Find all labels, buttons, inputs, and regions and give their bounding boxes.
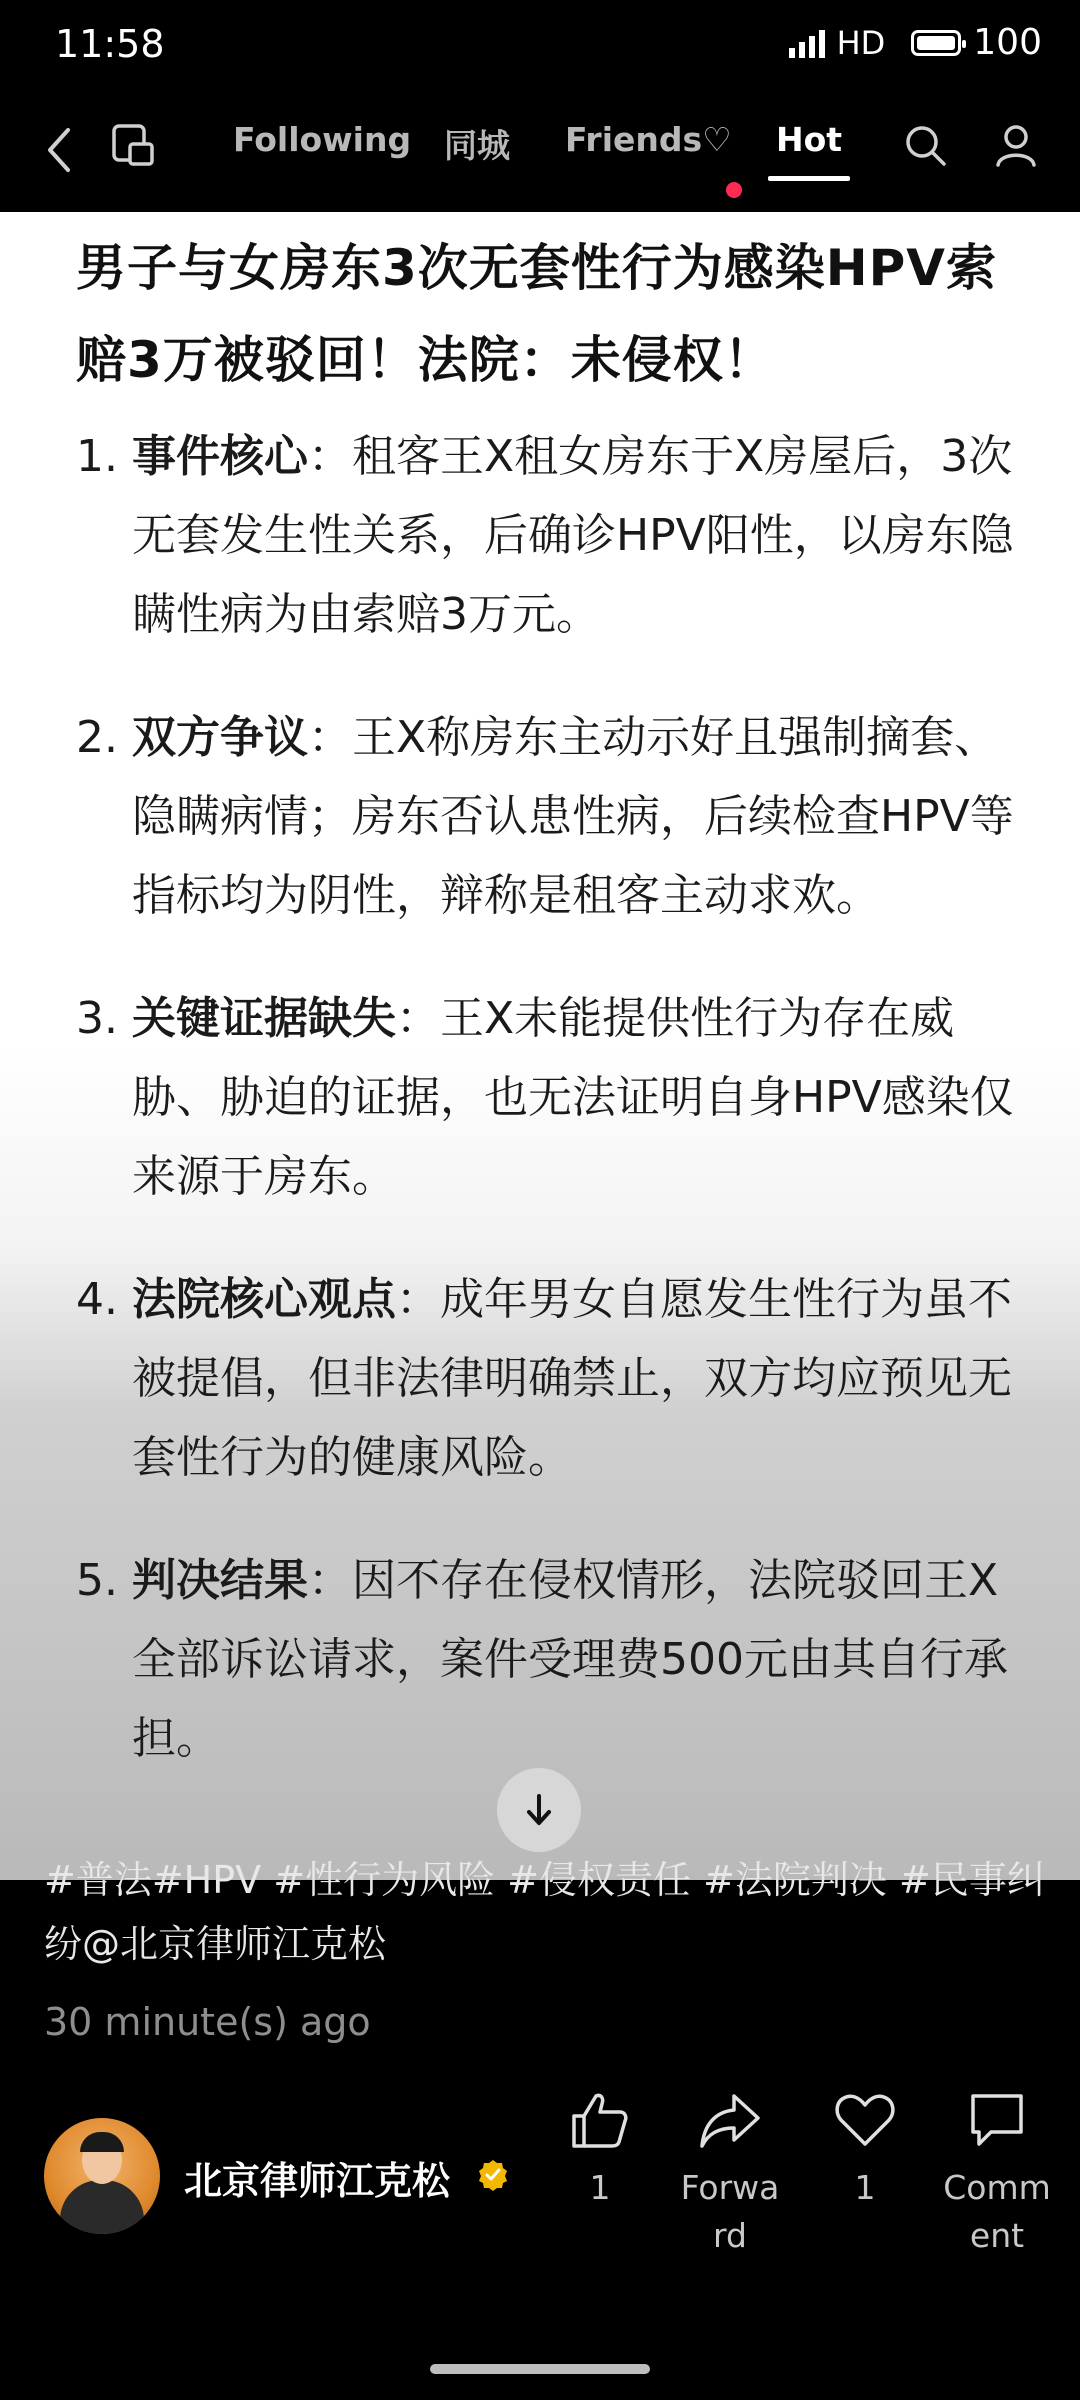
comment-label: Comment [943, 2168, 1051, 2255]
post-points [76, 417, 1016, 1822]
arrow-down-icon [519, 1790, 559, 1830]
point-title: 法院核心观点 [132, 1274, 396, 1325]
network-label: HD [836, 23, 886, 62]
tab-hot[interactable]: Hot [776, 120, 843, 159]
signal-icon [789, 28, 825, 58]
status-bar [0, 0, 1080, 90]
notification-dot [726, 182, 742, 198]
share-arrow-icon [698, 2088, 762, 2152]
author-name[interactable]: 北京律师江克松 [184, 2159, 451, 2203]
point-number: 4. [76, 1274, 118, 1325]
avatar[interactable] [44, 2118, 160, 2234]
point-number: 3. [76, 993, 118, 1044]
home-indicator[interactable] [430, 2364, 650, 2374]
verified-badge-icon [476, 2158, 510, 2192]
post-image[interactable] [0, 212, 1080, 1880]
point-text: ：成年男女自愿发生性行为虽不被提倡，但非法律明确禁止，双方均应预见无套性行为的健康风险。 [132, 1274, 1012, 1483]
profile-button[interactable] [993, 122, 1039, 172]
point-item [76, 979, 1016, 1216]
thumbs-up-icon [568, 2088, 632, 2152]
search-icon [902, 122, 948, 168]
point-item [76, 1541, 1016, 1778]
like-count: 1 [589, 2168, 611, 2207]
point-number: 1. [76, 431, 118, 482]
tab-friends[interactable]: Friends♡ [565, 120, 732, 159]
point-text: ：租客王X租女房东于X房屋后，3次无套发生性关系，后确诊HPV阳性，以房东隐瞒性病为由索赔3万元。 [132, 431, 1014, 640]
battery-level: 100 [973, 22, 1042, 63]
point-text: ：王X称房东主动示好且强制摘套、隐瞒病情；房东否认患性病，后续检查HPV等指标均为阴性，辩称是租客主动求欢。 [132, 712, 1014, 921]
comment-button[interactable] [932, 2088, 1062, 2260]
post-timestamp: 30 minute(s) ago [44, 2000, 371, 2044]
clock: 11:58 [55, 22, 165, 66]
point-text: ：王X未能提供性行为存在威胁、胁迫的证据，也无法证明自身HPV感染仅来源于房东。 [132, 993, 1014, 1202]
point-item [76, 1260, 1016, 1497]
person-icon [993, 122, 1039, 168]
point-title: 事件核心 [132, 431, 308, 482]
battery-icon [911, 30, 961, 56]
point-title: 双方争议 [132, 712, 308, 763]
status-icons [789, 22, 1042, 63]
forward-label: Forward [680, 2168, 780, 2255]
scroll-down-button[interactable] [497, 1768, 581, 1852]
like-button[interactable] [535, 2088, 665, 2212]
tab-following[interactable]: Following [233, 120, 412, 159]
heart-icon [833, 2088, 897, 2152]
favorite-count: 1 [854, 2168, 876, 2207]
point-item [76, 417, 1016, 654]
post-headline: 男子与女房东3次无套性行为感染HPV索赔3万被驳回！法院：未侵权！ [76, 239, 997, 389]
top-nav [0, 90, 1080, 210]
point-text: ：因不存在侵权情形，法院驳回王X全部诉讼请求，案件受理费500元由其自行承担。 [132, 1555, 1008, 1764]
forward-button[interactable] [665, 2088, 795, 2260]
point-title: 关键证据缺失 [132, 993, 396, 1044]
post-tags[interactable]: #普法#HPV #性行为风险 #侵权责任 #法院判决 #民事纠纷@北京律师江克松 [44, 1858, 1045, 1966]
comment-icon [965, 2088, 1029, 2152]
favorite-button[interactable] [800, 2088, 930, 2212]
point-number: 2. [76, 712, 118, 763]
point-item [76, 698, 1016, 935]
tab-nearby[interactable]: 同城 [444, 126, 510, 165]
search-button[interactable] [902, 122, 948, 172]
point-title: 判决结果 [132, 1555, 308, 1606]
point-number: 5. [76, 1555, 118, 1606]
